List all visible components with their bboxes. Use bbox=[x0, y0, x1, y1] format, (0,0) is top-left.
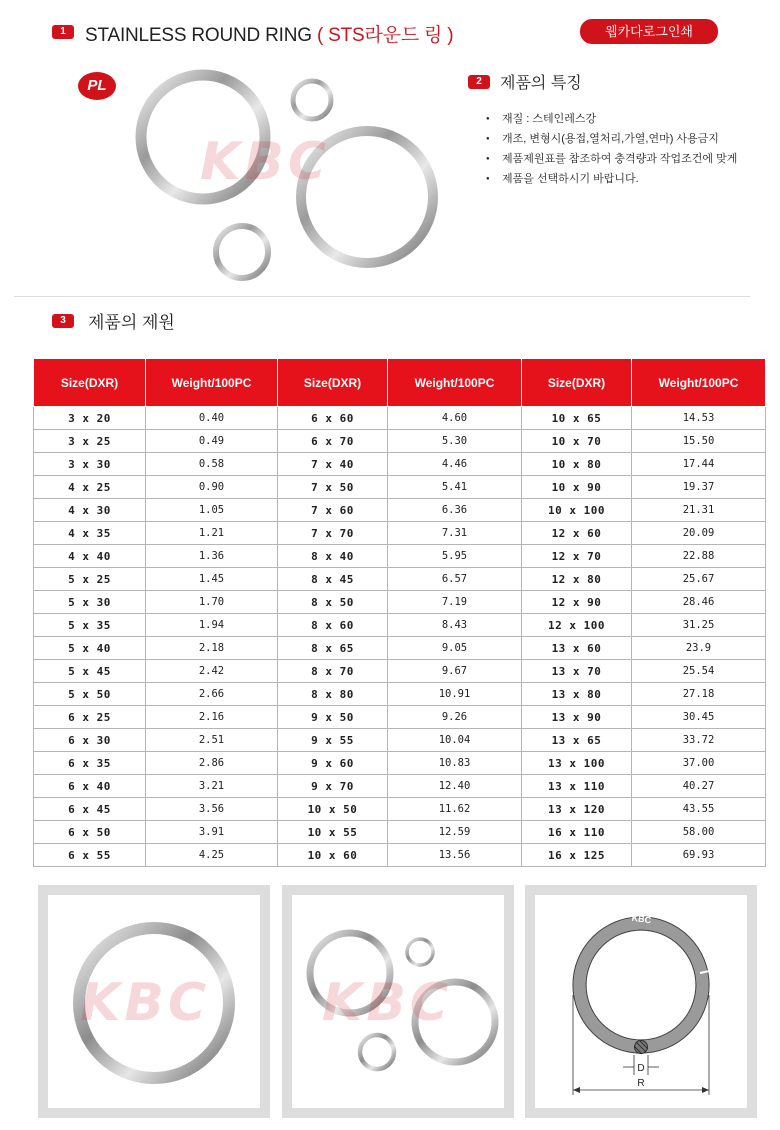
table-row bbox=[34, 614, 766, 637]
size-cell: 6 x 60 bbox=[278, 407, 388, 430]
weight-cell: 12.59 bbox=[388, 821, 522, 844]
weight-cell: 31.25 bbox=[632, 614, 766, 637]
photo-box-multi-ring bbox=[282, 885, 514, 1118]
size-cell: 12 x 60 bbox=[522, 522, 632, 545]
table-row bbox=[34, 591, 766, 614]
table-row bbox=[34, 499, 766, 522]
divider bbox=[14, 296, 750, 297]
size-cell: 8 x 65 bbox=[278, 637, 388, 660]
table-row bbox=[34, 660, 766, 683]
weight-cell: 6.57 bbox=[388, 568, 522, 591]
table-row bbox=[34, 798, 766, 821]
weight-cell: 10.83 bbox=[388, 752, 522, 775]
table-row bbox=[34, 430, 766, 453]
size-cell: 13 x 80 bbox=[522, 683, 632, 706]
size-cell: 5 x 30 bbox=[34, 591, 146, 614]
section-badge-1: 1 bbox=[52, 25, 74, 39]
weight-cell: 2.42 bbox=[146, 660, 278, 683]
weight-cell: 3.56 bbox=[146, 798, 278, 821]
size-cell: 5 x 50 bbox=[34, 683, 146, 706]
watermark: KBC bbox=[200, 132, 331, 192]
spec-title: 제품의 제원 bbox=[88, 313, 175, 332]
ring-inner-edge bbox=[586, 930, 696, 1040]
weight-cell: 3.91 bbox=[146, 821, 278, 844]
weight-cell: 58.00 bbox=[632, 821, 766, 844]
table-row bbox=[34, 821, 766, 844]
weight-cell: 5.30 bbox=[388, 430, 522, 453]
table-row bbox=[34, 476, 766, 499]
diagram-brand: KBC bbox=[631, 912, 652, 926]
size-cell: 16 x 110 bbox=[522, 821, 632, 844]
weight-cell: 17.44 bbox=[632, 453, 766, 476]
weight-cell: 0.40 bbox=[146, 407, 278, 430]
header bbox=[0, 0, 780, 62]
weight-cell: 4.60 bbox=[388, 407, 522, 430]
size-cell: 4 x 35 bbox=[34, 522, 146, 545]
col-header-size: Size(DXR) bbox=[522, 359, 632, 407]
features-list bbox=[468, 109, 768, 189]
size-cell: 4 x 30 bbox=[34, 499, 146, 522]
ring-small-top bbox=[293, 81, 331, 119]
size-cell: 6 x 50 bbox=[34, 821, 146, 844]
weight-cell: 4.46 bbox=[388, 453, 522, 476]
features-section bbox=[468, 70, 768, 189]
feature-item: ● 제품제원표를 참조하여 충격량과 작업조건에 맞게 bbox=[468, 149, 768, 169]
size-cell: 7 x 60 bbox=[278, 499, 388, 522]
ring-dimension-diagram bbox=[535, 895, 747, 1108]
size-cell: 10 x 100 bbox=[522, 499, 632, 522]
size-cell: 8 x 70 bbox=[278, 660, 388, 683]
weight-cell: 1.70 bbox=[146, 591, 278, 614]
col-header-weight: Weight/100PC bbox=[146, 359, 278, 407]
size-cell: 13 x 100 bbox=[522, 752, 632, 775]
ring bbox=[407, 939, 433, 965]
weight-cell: 1.21 bbox=[146, 522, 278, 545]
size-cell: 6 x 70 bbox=[278, 430, 388, 453]
weight-cell: 27.18 bbox=[632, 683, 766, 706]
table-row bbox=[34, 775, 766, 798]
arrowhead bbox=[702, 1087, 709, 1093]
weight-cell: 37.00 bbox=[632, 752, 766, 775]
size-cell: 13 x 120 bbox=[522, 798, 632, 821]
size-cell: 13 x 90 bbox=[522, 706, 632, 729]
weight-cell: 0.90 bbox=[146, 476, 278, 499]
weight-cell: 2.18 bbox=[146, 637, 278, 660]
weight-cell: 7.31 bbox=[388, 522, 522, 545]
size-cell: 3 x 20 bbox=[34, 407, 146, 430]
table-row bbox=[34, 568, 766, 591]
weight-cell: 30.45 bbox=[632, 706, 766, 729]
diagram-label-d: D bbox=[637, 1063, 645, 1074]
weight-cell: 0.58 bbox=[146, 453, 278, 476]
size-cell: 12 x 90 bbox=[522, 591, 632, 614]
weight-cell: 25.67 bbox=[632, 568, 766, 591]
weight-cell: 9.67 bbox=[388, 660, 522, 683]
size-cell: 10 x 80 bbox=[522, 453, 632, 476]
size-cell: 6 x 45 bbox=[34, 798, 146, 821]
spec-table bbox=[33, 358, 766, 867]
size-cell: 10 x 55 bbox=[278, 821, 388, 844]
size-cell: 7 x 40 bbox=[278, 453, 388, 476]
weight-cell: 14.53 bbox=[632, 407, 766, 430]
weight-cell: 22.88 bbox=[632, 545, 766, 568]
weight-cell: 5.95 bbox=[388, 545, 522, 568]
ring bbox=[360, 1035, 394, 1069]
size-cell: 8 x 60 bbox=[278, 614, 388, 637]
weight-cell: 19.37 bbox=[632, 476, 766, 499]
watermark: KBC bbox=[80, 973, 211, 1033]
table-row bbox=[34, 453, 766, 476]
size-cell: 8 x 45 bbox=[278, 568, 388, 591]
size-cell: 8 x 40 bbox=[278, 545, 388, 568]
size-cell: 13 x 70 bbox=[522, 660, 632, 683]
size-cell: 13 x 65 bbox=[522, 729, 632, 752]
col-header-weight: Weight/100PC bbox=[388, 359, 522, 407]
size-cell: 16 x 125 bbox=[522, 844, 632, 867]
table-row bbox=[34, 706, 766, 729]
table-body bbox=[34, 407, 766, 867]
spec-heading bbox=[52, 308, 175, 333]
weight-cell: 13.56 bbox=[388, 844, 522, 867]
weight-cell: 21.31 bbox=[632, 499, 766, 522]
product-photo bbox=[60, 62, 450, 290]
table-row bbox=[34, 752, 766, 775]
size-cell: 9 x 55 bbox=[278, 729, 388, 752]
page-title bbox=[85, 20, 453, 47]
feature-item: ● 재질 : 스테인레스강 bbox=[468, 109, 768, 129]
weight-cell: 5.41 bbox=[388, 476, 522, 499]
table-row bbox=[34, 844, 766, 867]
features-title: 제품의 특징 bbox=[500, 75, 582, 92]
size-cell: 10 x 90 bbox=[522, 476, 632, 499]
weight-cell: 1.94 bbox=[146, 614, 278, 637]
size-cell: 5 x 45 bbox=[34, 660, 146, 683]
weight-cell: 40.27 bbox=[632, 775, 766, 798]
col-header-weight: Weight/100PC bbox=[632, 359, 766, 407]
ring-small-bottom bbox=[216, 226, 268, 278]
section-badge-3: 3 bbox=[52, 314, 74, 328]
size-cell: 9 x 50 bbox=[278, 706, 388, 729]
size-cell: 6 x 25 bbox=[34, 706, 146, 729]
weight-cell: 20.09 bbox=[632, 522, 766, 545]
size-cell: 7 x 50 bbox=[278, 476, 388, 499]
size-cell: 4 x 40 bbox=[34, 545, 146, 568]
size-cell: 5 x 25 bbox=[34, 568, 146, 591]
web-catalog-print-button[interactable]: 웹카다로그인쇄 bbox=[580, 19, 718, 44]
weight-cell: 9.05 bbox=[388, 637, 522, 660]
weight-cell: 2.51 bbox=[146, 729, 278, 752]
table-row bbox=[34, 637, 766, 660]
weight-cell: 0.49 bbox=[146, 430, 278, 453]
weight-cell: 6.36 bbox=[388, 499, 522, 522]
photo-box-single-ring bbox=[38, 885, 270, 1118]
table-row bbox=[34, 522, 766, 545]
table-row bbox=[34, 683, 766, 706]
weight-cell: 7.19 bbox=[388, 591, 522, 614]
table-row bbox=[34, 729, 766, 752]
features-heading bbox=[468, 70, 768, 93]
weight-cell: 2.16 bbox=[146, 706, 278, 729]
size-cell: 10 x 50 bbox=[278, 798, 388, 821]
weight-cell: 9.26 bbox=[388, 706, 522, 729]
pl-logo: PL bbox=[78, 72, 116, 100]
weight-cell: 28.46 bbox=[632, 591, 766, 614]
size-cell: 4 x 25 bbox=[34, 476, 146, 499]
weight-cell: 11.62 bbox=[388, 798, 522, 821]
size-cell: 13 x 110 bbox=[522, 775, 632, 798]
size-cell: 6 x 55 bbox=[34, 844, 146, 867]
size-cell: 6 x 35 bbox=[34, 752, 146, 775]
weight-cell: 25.54 bbox=[632, 660, 766, 683]
weight-cell: 10.91 bbox=[388, 683, 522, 706]
watermark: KBC bbox=[322, 973, 453, 1033]
weight-cell: 15.50 bbox=[632, 430, 766, 453]
weight-cell: 69.93 bbox=[632, 844, 766, 867]
weight-cell: 1.36 bbox=[146, 545, 278, 568]
section-badge-2: 2 bbox=[468, 75, 490, 89]
weight-cell: 12.40 bbox=[388, 775, 522, 798]
weight-cell: 10.04 bbox=[388, 729, 522, 752]
size-cell: 5 x 40 bbox=[34, 637, 146, 660]
title-main: STAINLESS ROUND RING bbox=[85, 25, 312, 46]
size-cell: 6 x 40 bbox=[34, 775, 146, 798]
size-cell: 8 x 80 bbox=[278, 683, 388, 706]
diagram-box bbox=[525, 885, 757, 1118]
size-cell: 3 x 25 bbox=[34, 430, 146, 453]
weight-cell: 2.86 bbox=[146, 752, 278, 775]
size-cell: 9 x 70 bbox=[278, 775, 388, 798]
weight-cell: 33.72 bbox=[632, 729, 766, 752]
size-cell: 5 x 35 bbox=[34, 614, 146, 637]
weight-cell: 1.45 bbox=[146, 568, 278, 591]
size-cell: 10 x 60 bbox=[278, 844, 388, 867]
feature-item: ● 개조, 변형시(용접,열처리,가열,연마) 사용금지 bbox=[468, 129, 768, 149]
arrowhead bbox=[573, 1087, 580, 1093]
diagram-label-r: R bbox=[637, 1078, 645, 1089]
size-cell: 10 x 70 bbox=[522, 430, 632, 453]
weight-cell: 4.25 bbox=[146, 844, 278, 867]
table-header-row bbox=[34, 359, 766, 407]
weight-cell: 1.05 bbox=[146, 499, 278, 522]
feature-item: ● 제품을 선택하시기 바랍니다. bbox=[468, 169, 768, 189]
size-cell: 6 x 30 bbox=[34, 729, 146, 752]
table-row bbox=[34, 407, 766, 430]
weight-cell: 23.9 bbox=[632, 637, 766, 660]
size-cell: 13 x 60 bbox=[522, 637, 632, 660]
col-header-size: Size(DXR) bbox=[278, 359, 388, 407]
weight-cell: 43.55 bbox=[632, 798, 766, 821]
size-cell: 12 x 70 bbox=[522, 545, 632, 568]
table-row bbox=[34, 545, 766, 568]
weight-cell: 3.21 bbox=[146, 775, 278, 798]
size-cell: 8 x 50 bbox=[278, 591, 388, 614]
weight-cell: 8.43 bbox=[388, 614, 522, 637]
weight-cell: 2.66 bbox=[146, 683, 278, 706]
size-cell: 9 x 60 bbox=[278, 752, 388, 775]
col-header-size: Size(DXR) bbox=[34, 359, 146, 407]
size-cell: 7 x 70 bbox=[278, 522, 388, 545]
size-cell: 12 x 100 bbox=[522, 614, 632, 637]
size-cell: 10 x 65 bbox=[522, 407, 632, 430]
title-accent: ( STS라운드 링 ) bbox=[316, 25, 454, 46]
size-cell: 3 x 30 bbox=[34, 453, 146, 476]
size-cell: 12 x 80 bbox=[522, 568, 632, 591]
